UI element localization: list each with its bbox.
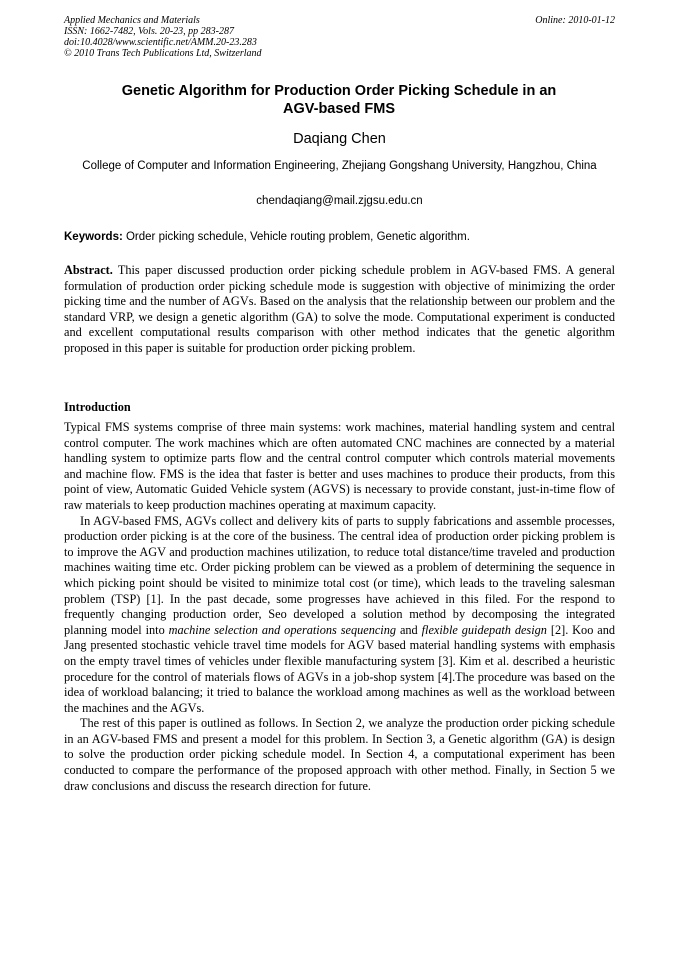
- paper-title-line-2: AGV-based FMS: [283, 101, 395, 117]
- keywords: [64, 229, 615, 245]
- intro-p2-text-b: and: [396, 622, 422, 637]
- abstract: [64, 263, 615, 356]
- paper-title: [70, 82, 608, 118]
- author-email: chendaqiang@mail.zjgsu.edu.cn: [256, 195, 423, 207]
- intro-paragraph-1: Typical FMS systems comprise of three main systems: work machines, material handling system and central control computer. The work machines which are often automated CNC machines are connected by a material handling system to optimize parts flow and the central control computer which controls material movements and machine flow. FMS is the idea that faster is better and uses machines to produce their products, from this point of view, Automatic Guided Vehicle system (AGVS) is necessary to provide constant, just-in-time flow of raw materials to keep production machines operating at maximum capacity.: [64, 420, 615, 512]
- author-affiliation: College of Computer and Information Engineering, Zhejiang Gongshang University, Hangzhou, China: [82, 160, 597, 172]
- journal-header: [64, 15, 615, 59]
- online-date: Online: 2010-01-12: [535, 15, 615, 26]
- intro-paragraph-2: [64, 514, 615, 717]
- journal-name: Applied Mechanics and Materials: [64, 15, 200, 26]
- introduction-body: [64, 420, 615, 794]
- author-name: Daqiang Chen: [293, 131, 386, 147]
- keywords-text: Order picking schedule, Vehicle routing problem, Genetic algorithm.: [122, 231, 470, 243]
- journal-copyright: © 2010 Trans Tech Publications Ltd, Switzerland: [64, 48, 262, 59]
- intro-p2-italic-2: flexible guidepath design: [421, 622, 547, 637]
- intro-paragraph-3: The rest of this paper is outlined as follows. In Section 2, we analyze the production order picking schedule in an AGV-based FMS and present a model for this problem. In Section 3, a Genetic algorithm (GA) is design to solve the production order picking schedule model. In Section 4, a computational experiment has been conducted to compare the performance of the proposed approach with other method. Finally, in Section 5 we draw conclusions and discuss the research direction for future.: [64, 716, 615, 793]
- intro-p2-text-c: [2]. Koo and Jang presented stochastic vehicle travel time models for AGV based material handling systems with emphasis on the empty travel times of vehicles under flexible manufacturing system [3]. Kim et al. described a heuristic procedure for the control of materials flows of AGVs in a job-shop system [4].The procedure was based on the idea of workload balancing; it tried to balance the workload among machines as well as the workload between the machines and the AGVs.: [64, 622, 616, 715]
- section-heading-introduction: Introduction: [64, 400, 131, 414]
- abstract-text: This paper discussed production order picking schedule problem in AGV-based FMS. A general formulation of production order picking schedule mode is suggestion with objective of minimizing the order picking time and the number of AGVs. Based on the analysis that the relationship between our problem and the standard VRP, we design a genetic algorithm (GA) to solve the mode. Computational experiment is conducted and excellent computational results comparison with other method indicates that the genetic algorithm proposed in this paper is suitable for production order picking problem.: [64, 263, 615, 355]
- journal-issn: ISSN: 1662-7482, Vols. 20-23, pp 283-287: [64, 26, 234, 37]
- abstract-label: Abstract.: [64, 263, 113, 277]
- paper-title-line-1: Genetic Algorithm for Production Order Picking Schedule in an: [121, 83, 557, 99]
- intro-p2-italic-1: machine selection and operations sequencing: [168, 622, 397, 637]
- intro-p2-text-a: In AGV-based FMS, AGVs collect and delivery kits of parts to supply fabrications and assemble processes, production order picking is at the core of the business. The central idea of production order picking problem is to improve the AGV and production machines utilization, to reduce total distance/time traveled and production machines waiting time etc. Order picking problem can be viewed as a problem of determining the sequence in which picking point should be visited to minimize total cost (or time), which leads to the traveling salesman problem (TSP) [1]. In the past decade, some progresses have achieved in this filed. For the respond to frequently changing production order, Seo developed a solution method by decomposing the integrated planning model into: [64, 513, 615, 637]
- keywords-label: Keywords:: [64, 231, 123, 243]
- journal-doi: doi:10.4028/www.scientific.net/AMM.20-23.283: [64, 37, 257, 48]
